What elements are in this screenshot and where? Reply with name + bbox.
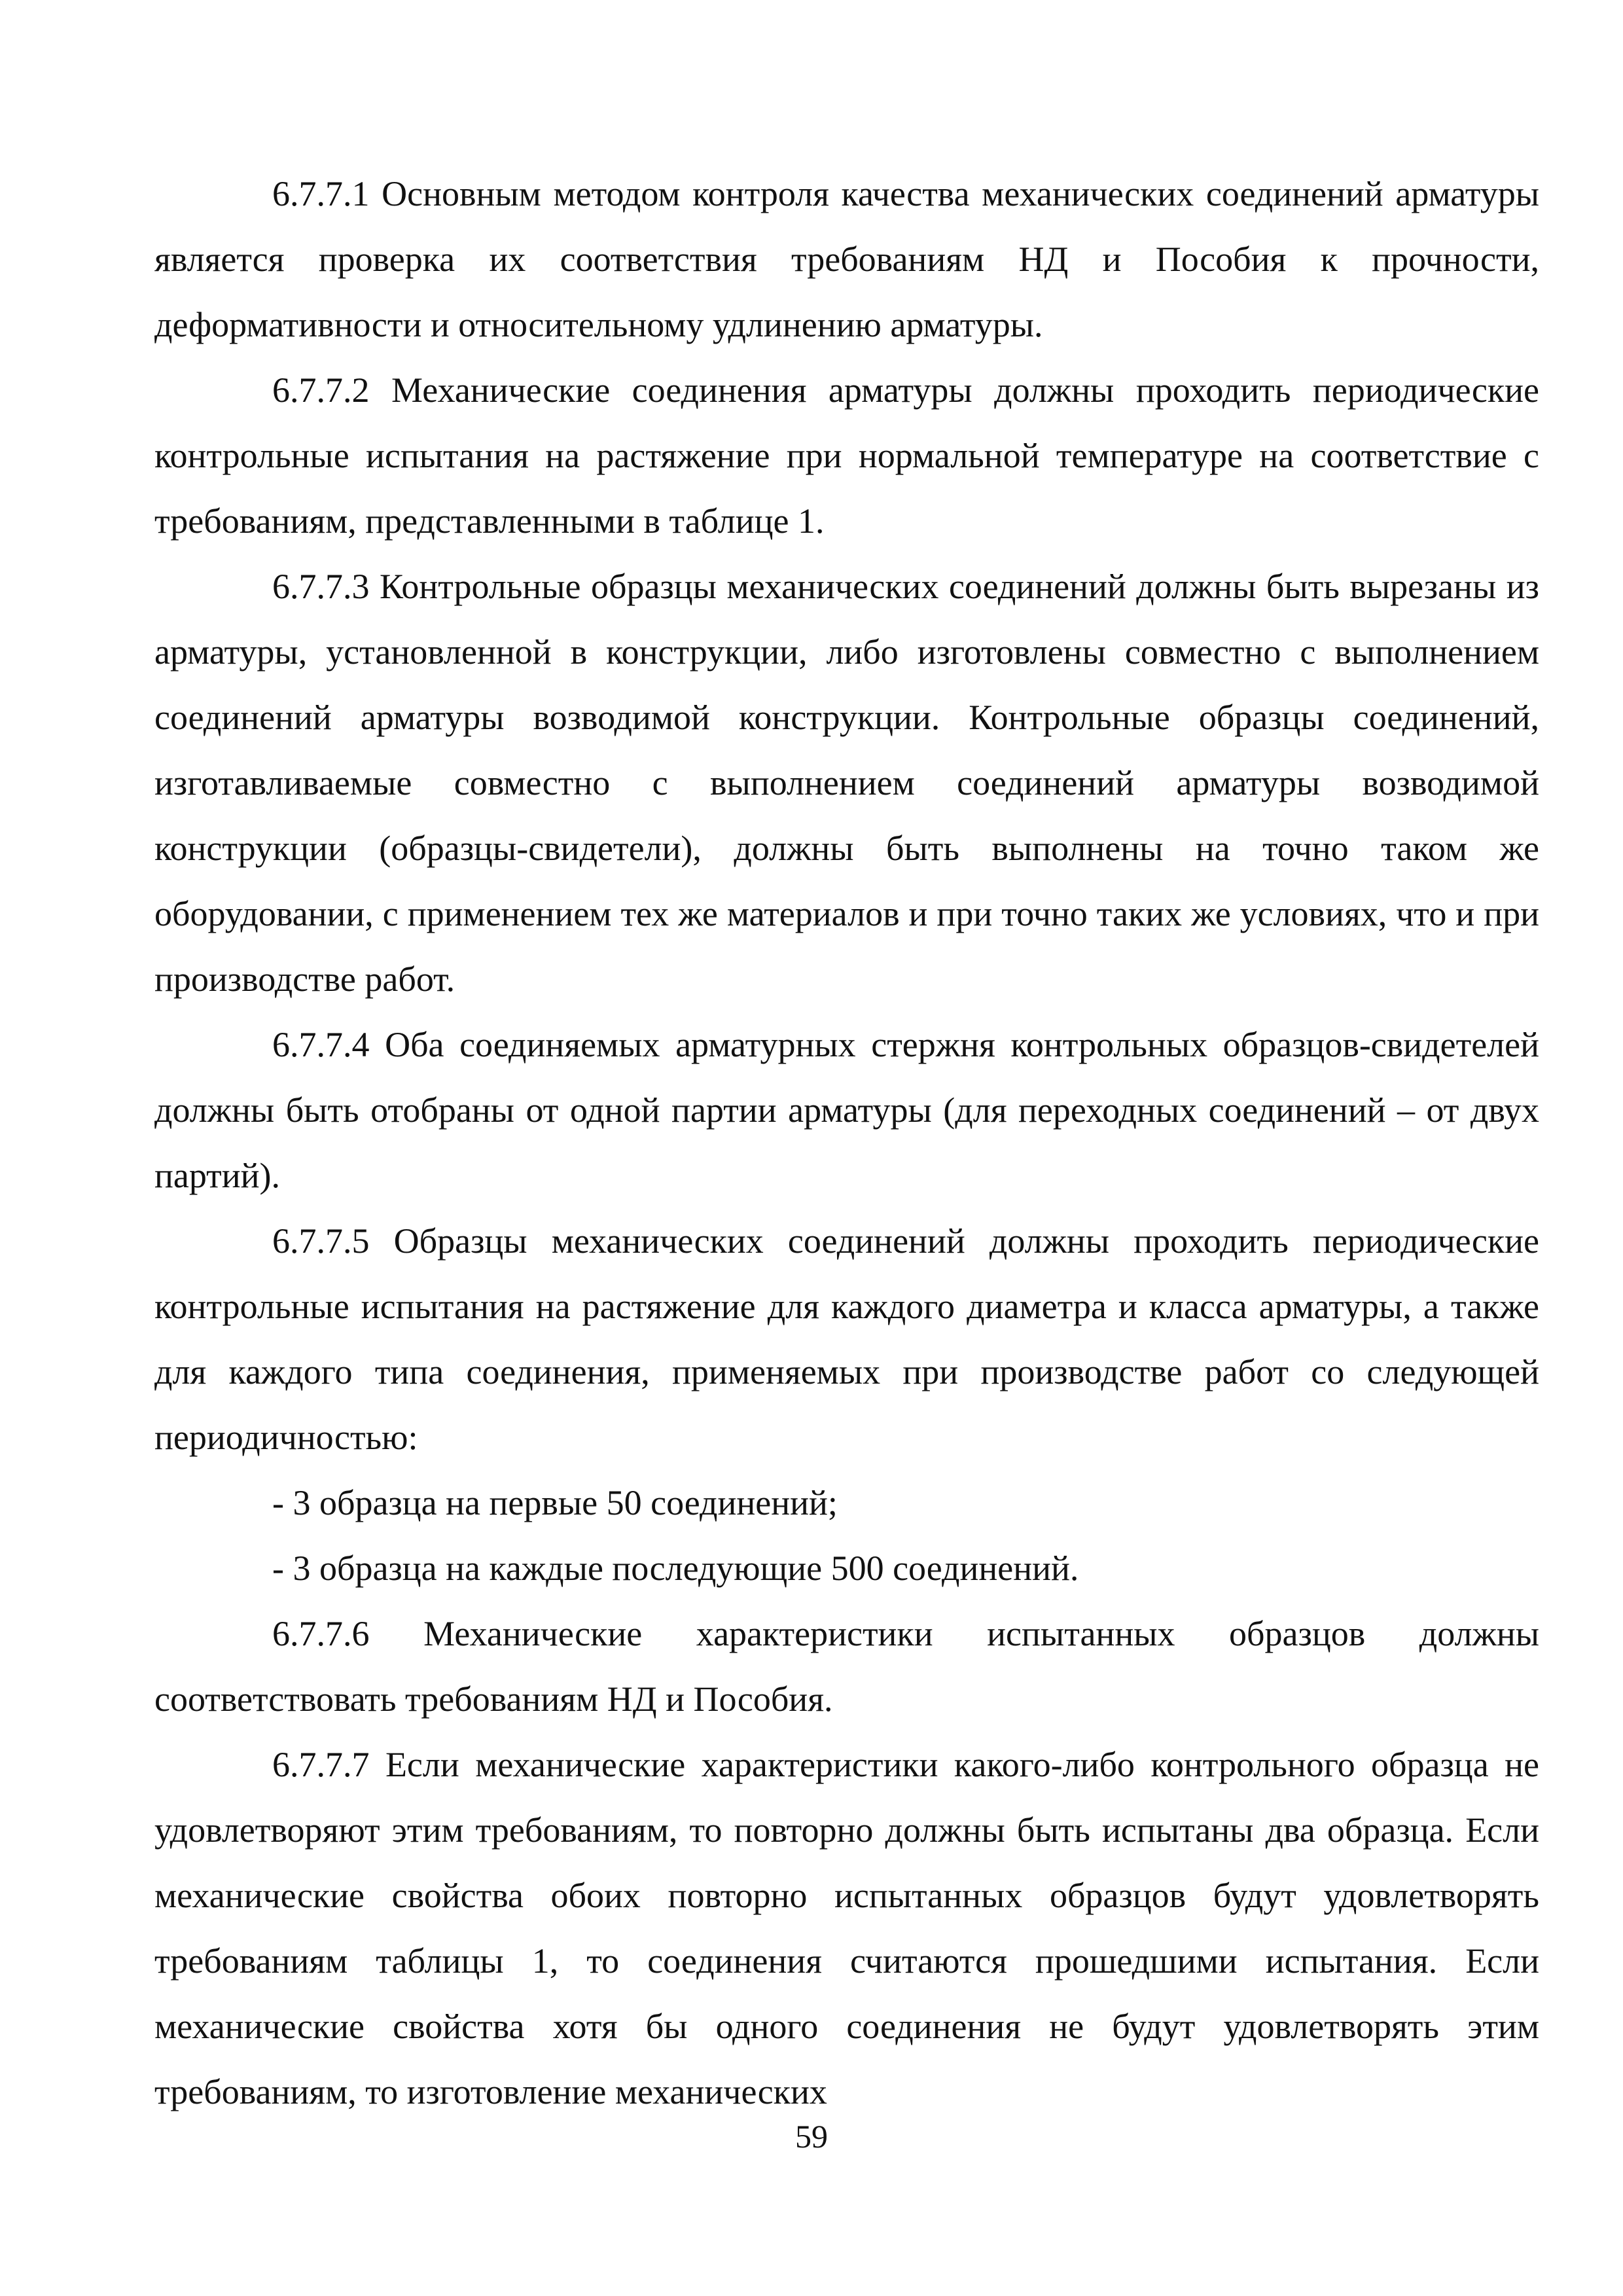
paragraph-6-7-7-7: 6.7.7.7 Если механические характеристики какого-либо контрольного образца не удовлетворяют этим требованиям, то повторно должны быть испытаны два образца. Если механические свойства обоих повторно испытанных образцов будут удовлетворять требованиям таблицы 1, то соединения считаются прошедшими испытания. Если механические свойства хотя бы одного соединения не будут удовлетворять этим требованиям, то изготовление механических (154, 1745, 1539, 2111)
paragraph-6-7-7-5: 6.7.7.5 Образцы механических соединений должны проходить периодические контрольные испытания на растяжение для каждого диаметра и класса арматуры, а также для каждого типа соединения, применяемых при производстве работ со следующей периодичностью: (154, 1221, 1539, 1457)
page-number: 59 (795, 2118, 828, 2155)
paragraph-6-7-7-3: 6.7.7.3 Контрольные образцы механических соединений должны быть вырезаны из арматуры, установленной в конструкции, либо изготовлены совместно с выполнением соединений арматуры возводимой конструкции. Контрольные образцы соединений, изготавливаемые совместно с выполнением соединений арматуры возводимой конструкции (образцы-свидетели), должны быть выполнены на точно таком же оборудовании, с применением тех же материалов и при точно таких же условиях, что и при производстве работ. (154, 567, 1539, 999)
list-item-first-50: - 3 образца на первые 50 соединений; (272, 1483, 838, 1522)
paragraph-6-7-7-4: 6.7.7.4 Оба соединяемых арматурных стержня контрольных образцов-свидетелей должны быть отобраны от одной партии арматуры (для переходных соединений – от двух партий). (154, 1025, 1539, 1195)
paragraph-6-7-7-2: 6.7.7.2 Механические соединения арматуры должны проходить периодические контрольные испытания на растяжение при нормальной температуре на соответствие с требованиям, представленными в таблице 1. (154, 370, 1539, 541)
paragraph-6-7-7-1: 6.7.7.1 Основным методом контроля качества механических соединений арматуры является проверка их соответствия требованиям НД и Пособия к прочности, деформативности и относительному удлинению арматуры. (154, 174, 1539, 344)
list-item-each-500: - 3 образца на каждые последующие 500 соединений. (272, 1549, 1079, 1588)
paragraph-6-7-7-6: 6.7.7.6 Механические характеристики испытанных образцов должны соответствовать требованиям НД и Пособия. (154, 1614, 1539, 1719)
document-page (154, 161, 1539, 2125)
